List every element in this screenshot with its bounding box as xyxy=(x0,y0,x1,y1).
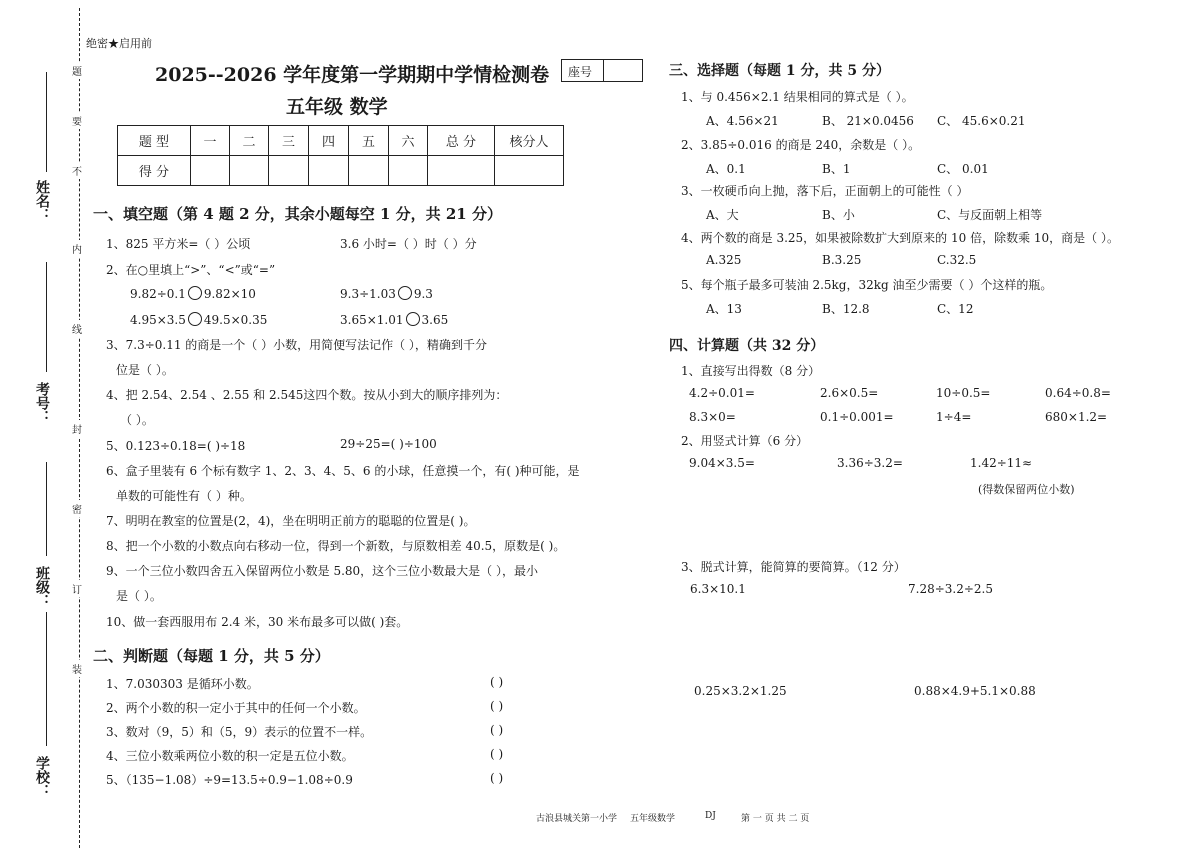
choice-option[interactable]: B、12.8 xyxy=(822,302,870,316)
rounding-note: (得数保留两位小数) xyxy=(978,483,1075,496)
choice-option[interactable]: B、1 xyxy=(822,162,851,176)
question-text: 10、做一套西服用布 2.4 米，30 米布最多可以做( )套。 xyxy=(106,615,409,629)
footer-grade: 五年级数学 xyxy=(630,814,676,824)
seat-number-box xyxy=(561,59,643,82)
name-label: 姓名： xyxy=(34,180,50,222)
compare-right: 3.65 xyxy=(421,313,449,327)
compare-left: 3.65×1.01 xyxy=(340,313,404,327)
choice-option[interactable]: C.32.5 xyxy=(937,253,977,267)
choice-option[interactable]: C、12 xyxy=(937,302,974,316)
question-text: 8、把一个小数的小数点向右移动一位，得到一个新数，与原数相差 40.5，原数是( )。 xyxy=(106,539,566,553)
compare-circle[interactable] xyxy=(398,286,412,300)
section3-heading: 三、选择题（每题 1 分，共 5 分） xyxy=(669,63,890,79)
score-table-header-row xyxy=(118,126,564,156)
score-table-cell: 题 型 xyxy=(118,126,191,156)
compare-left: 4.95×3.5 xyxy=(130,313,186,327)
seal-char: 订 xyxy=(72,580,82,597)
compare-expression xyxy=(340,312,448,327)
class-label: 班级： xyxy=(34,566,50,608)
question-text: 2、在○里填上“>”、“<”或“=” xyxy=(106,263,276,277)
choice-option[interactable]: C、 45.6×0.21 xyxy=(937,114,1026,128)
question-text: 单数的可能性有（ ）种。 xyxy=(116,489,252,503)
choice-option[interactable]: A.325 xyxy=(706,253,742,267)
question-text: 29÷25=( )÷100 xyxy=(340,437,437,451)
question-text: 1、825 平方米=（ ）公顷 xyxy=(106,237,251,251)
judgement-answer-paren[interactable]: ( ) xyxy=(490,699,504,713)
score-table-cell: 五 xyxy=(349,126,389,156)
step-calc: 7.28÷3.2÷2.5 xyxy=(908,582,993,596)
exam-no-label: 考号： xyxy=(34,382,50,424)
score-table-cell: 核分人 xyxy=(495,126,564,156)
seal-char: 不 xyxy=(72,162,82,179)
section2-heading: 二、判断题（每题 1 分，共 5 分） xyxy=(93,647,330,665)
judgement-item: 3、数对（9，5）和（5，9）表示的位置不一样。 xyxy=(106,725,373,739)
seal-char: 要 xyxy=(72,112,82,129)
question-text: 5、0.123÷0.18=( )÷18 xyxy=(106,439,246,453)
seal-char: 密 xyxy=(72,500,82,517)
score-input-cell[interactable] xyxy=(495,156,564,186)
seal-char: 内 xyxy=(72,240,82,257)
score-input-cell[interactable] xyxy=(349,156,389,186)
vertical-calc: 9.04×3.5= xyxy=(689,456,755,470)
exam-no-fill-line[interactable] xyxy=(46,262,47,372)
exam-title: 2025--2026 学年度第一学期期中学情检测卷 xyxy=(155,64,550,86)
footer-school: 古浪县城关第一小学 xyxy=(536,814,618,824)
oral-calc: 0.64÷0.8= xyxy=(1045,386,1111,400)
compare-left: 9.82÷0.1 xyxy=(130,287,186,301)
subsection-heading: 1、直接写出得数（8 分） xyxy=(681,364,821,378)
score-input-cell[interactable] xyxy=(191,156,230,186)
choice-option[interactable]: B、 21×0.0456 xyxy=(822,114,914,128)
seal-char: 装 xyxy=(72,660,82,677)
choice-option[interactable]: A、大 xyxy=(706,208,739,222)
school-fill-line[interactable] xyxy=(46,612,47,746)
judgement-item: 4、三位小数乘两位小数的积一定是五位小数。 xyxy=(106,749,354,763)
compare-left: 9.3÷1.03 xyxy=(340,287,396,301)
score-input-cell[interactable] xyxy=(389,156,428,186)
oral-calc: 10÷0.5= xyxy=(936,386,991,400)
choice-question: 2、3.85÷0.016 的商是 240，余数是（ ）。 xyxy=(681,138,921,152)
judgement-item: 5、（135−1.08）÷9=13.5÷0.9−1.08÷0.9 xyxy=(106,773,353,787)
score-table xyxy=(117,125,564,186)
question-text: 6、盒子里装有 6 个标有数字 1、2、3、4、5、6 的小球，任意摸一个，有( )种可能，是 xyxy=(106,464,580,478)
judgement-answer-paren[interactable]: ( ) xyxy=(490,747,504,761)
score-table-row xyxy=(118,156,564,186)
judgement-answer-paren[interactable]: ( ) xyxy=(490,675,504,689)
oral-calc: 680×1.2= xyxy=(1045,410,1108,424)
question-text: 位是（ ）。 xyxy=(116,363,174,377)
step-calc: 0.25×3.2×1.25 xyxy=(694,684,787,698)
choice-option[interactable]: A、0.1 xyxy=(706,162,746,176)
seat-number-label: 座号 xyxy=(568,65,593,79)
section4-heading: 四、计算题（共 32 分） xyxy=(669,338,825,354)
score-table-cell: 总 分 xyxy=(428,126,495,156)
choice-option[interactable]: B.3.25 xyxy=(822,253,862,267)
oral-calc: 8.3×0= xyxy=(689,410,736,424)
subsection-heading: 3、脱式计算，能简算的要简算。（12 分） xyxy=(681,560,906,574)
judgement-item: 1、7.030303 是循环小数。 xyxy=(106,677,259,691)
question-text: 4、把 2.54、2.54 、2.55 和 2.545这四个数。按从小到大的顺序排列为： xyxy=(106,388,508,402)
score-table-cell: 六 xyxy=(389,126,428,156)
choice-question: 4、两个数的商是 3.25，如果被除数扩大到原来的 10 倍，除数乘 10，商是（ ）。 xyxy=(681,231,1119,245)
footer-page-number: 第 一 页 共 二 页 xyxy=(741,814,810,824)
choice-question: 3、一枚硬币向上抛，落下后，正面朝上的可能性（ ） xyxy=(681,184,969,198)
compare-circle[interactable] xyxy=(188,286,202,300)
seal-char: 封 xyxy=(72,420,82,437)
score-table-cell: 一 xyxy=(191,126,230,156)
score-input-cell[interactable] xyxy=(230,156,269,186)
choice-option[interactable]: B、小 xyxy=(822,208,855,222)
score-input-cell[interactable] xyxy=(269,156,309,186)
choice-option[interactable]: C、 0.01 xyxy=(937,162,989,176)
question-text: 3.6 小时=（ ）时（ ）分 xyxy=(340,237,477,251)
score-table-cell: 二 xyxy=(230,126,269,156)
oral-calc: 1÷4= xyxy=(936,410,972,424)
oral-calc: 0.1÷0.001= xyxy=(820,410,894,424)
choice-option[interactable]: A、13 xyxy=(706,302,742,316)
section1-heading: 一、填空题（第 4 题 2 分，其余小题每空 1 分，共 21 分） xyxy=(93,205,502,223)
compare-expression xyxy=(130,312,267,327)
score-input-cell[interactable] xyxy=(428,156,495,186)
step-calc: 6.3×10.1 xyxy=(690,582,746,596)
seal-char: 线 xyxy=(72,320,82,337)
compare-right: 9.3 xyxy=(413,287,433,301)
choice-question: 1、与 0.456×2.1 结果相同的算式是（ ）。 xyxy=(681,90,914,104)
compare-expression xyxy=(340,286,433,301)
compare-expression xyxy=(130,286,256,301)
score-table-cell: 四 xyxy=(309,126,349,156)
seal-char: 题 xyxy=(72,62,82,79)
subsection-heading: 2、用竖式计算（6 分） xyxy=(681,434,809,448)
seat-number-field[interactable] xyxy=(603,60,642,81)
step-calc: 0.88×4.9+5.1×0.88 xyxy=(914,684,1036,698)
exam-subtitle: 五年级 数学 xyxy=(286,96,388,118)
school-label: 学校： xyxy=(34,756,50,798)
vertical-calc: 1.42÷11≈ xyxy=(970,456,1033,470)
confidential-mark: 绝密★启用前 xyxy=(86,37,152,50)
compare-right: 9.82×10 xyxy=(203,287,256,301)
compare-right: 49.5×0.35 xyxy=(203,313,268,327)
compare-circle[interactable] xyxy=(188,312,202,326)
question-text: 3、7.3÷0.11 的商是一个（ ）小数，用简便写法记作（ ），精确到千分 xyxy=(106,338,487,352)
name-fill-line[interactable] xyxy=(46,72,47,172)
choice-option[interactable]: C、与反面朝上相等 xyxy=(937,208,1043,222)
question-text: 是（ ）。 xyxy=(116,589,162,603)
judgement-answer-paren[interactable]: ( ) xyxy=(490,723,504,737)
score-input-cell[interactable] xyxy=(309,156,349,186)
compare-circle[interactable] xyxy=(406,312,420,326)
footer-code: DJ xyxy=(705,811,716,821)
choice-question: 5、每个瓶子最多可装油 2.5kg，32kg 油至少需要（ ）个这样的瓶。 xyxy=(681,278,1053,292)
oral-calc: 4.2÷0.01= xyxy=(689,386,755,400)
question-text: （ ）。 xyxy=(120,413,154,427)
class-fill-line[interactable] xyxy=(46,462,47,556)
question-text: 9、一个三位小数四舍五入保留两位小数是 5.80，这个三位小数最大是（ ），最小 xyxy=(106,564,538,578)
score-table-cell: 三 xyxy=(269,126,309,156)
question-text: 7、明明在教室的位置是(2，4)，坐在明明正前方的聪聪的位置是( )。 xyxy=(106,514,476,528)
choice-option[interactable]: A、4.56×21 xyxy=(706,114,779,128)
oral-calc: 2.6×0.5= xyxy=(820,386,879,400)
judgement-item: 2、两个小数的积一定小于其中的任何一个小数。 xyxy=(106,701,366,715)
judgement-answer-paren[interactable]: ( ) xyxy=(490,771,504,785)
vertical-calc: 3.36÷3.2= xyxy=(837,456,903,470)
score-table-cell: 得 分 xyxy=(118,156,191,186)
